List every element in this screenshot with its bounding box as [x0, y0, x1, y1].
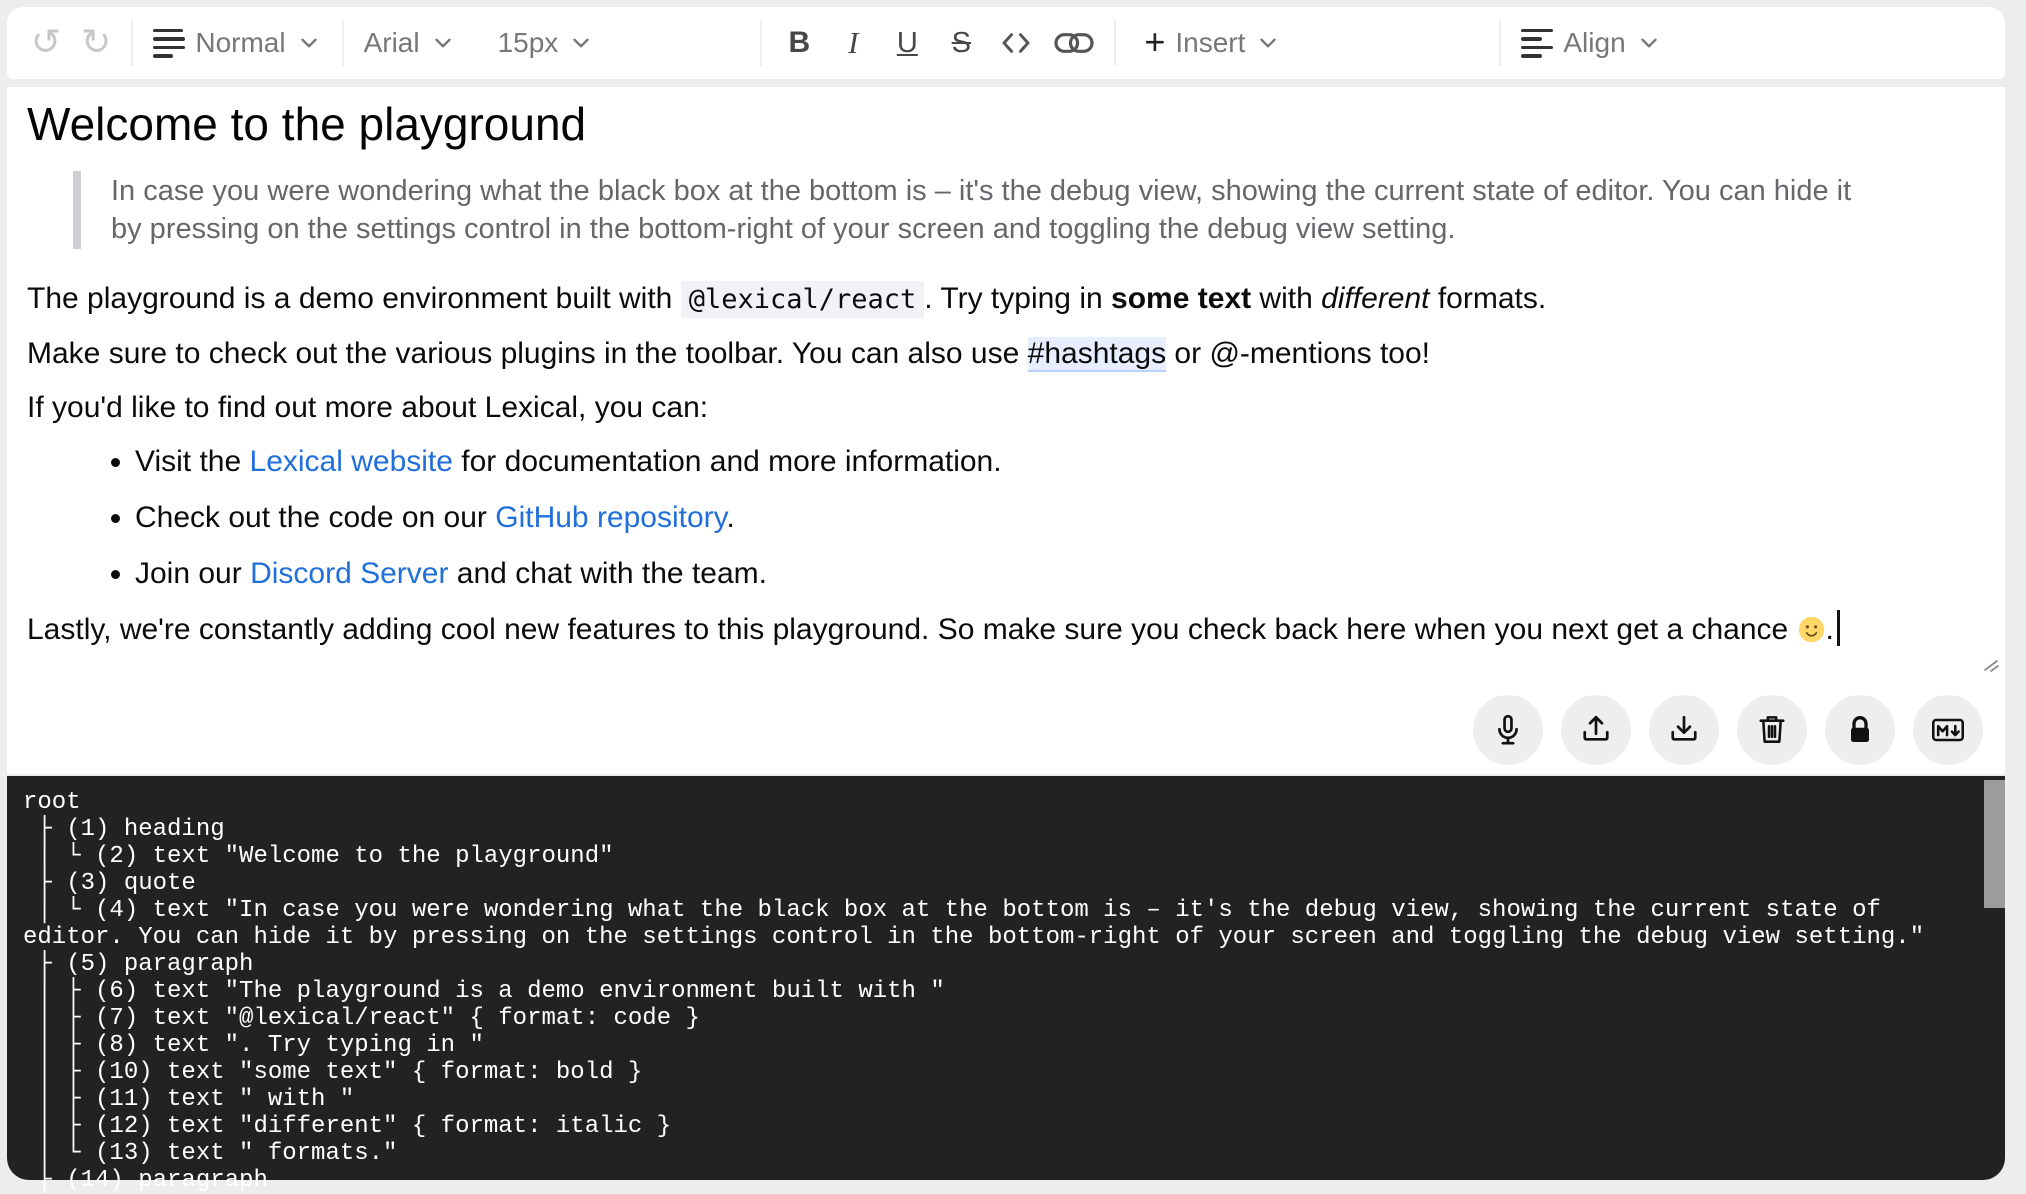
font-size-label: 15px [497, 27, 559, 58]
text-caret [1837, 610, 1840, 646]
debug-view [7, 776, 2005, 1194]
align-left-icon [1521, 29, 1553, 58]
inline-code: @lexical/react [681, 281, 925, 318]
bold-button[interactable] [772, 18, 826, 68]
tree-line: │ ├ (7) text "@lexical/react" { format: code } [23, 1005, 700, 1032]
editor-card [7, 87, 2005, 774]
quote-line: by pressing on the settings control in the bottom-right of your screen and toggling the debug view setting. [111, 213, 1456, 245]
insert-code-button[interactable] [988, 17, 1044, 69]
toolbar-divider [1499, 20, 1501, 66]
list-item [135, 554, 1965, 594]
align-dropdown[interactable] [1511, 19, 1671, 67]
text-run: . [726, 501, 735, 534]
redo-button[interactable] [71, 17, 121, 69]
text-run: Check out the code on our [135, 501, 496, 534]
text-run: with [1251, 282, 1322, 315]
debug-tree [7, 776, 2005, 1194]
underline-button[interactable] [880, 19, 934, 68]
toolbar [7, 7, 2005, 79]
undo-icon: ↺ [31, 22, 62, 63]
tree-line: ├ (1) heading [23, 816, 225, 843]
discord-server-link[interactable]: Discord Server [250, 557, 449, 590]
tree-line: │ ├ (8) text ". Try typing in " [23, 1032, 484, 1059]
import-button[interactable] [1561, 695, 1631, 765]
tree-line: │ ├ (12) text "different" { format: italic } [23, 1113, 672, 1140]
list-item [135, 498, 1965, 538]
italic-button[interactable] [826, 17, 880, 69]
tree-line: │ ├ (11) text " with " [23, 1086, 355, 1113]
code-icon [998, 25, 1034, 61]
insert-dropdown[interactable] [1134, 19, 1291, 67]
italic-text: different [1321, 282, 1430, 315]
tree-line: ├ (14) paragraph [23, 1167, 268, 1194]
text-run: The playground is a demo environment built with [27, 282, 681, 315]
tree-line: root [23, 789, 81, 816]
block-format-dropdown[interactable] [143, 19, 331, 67]
toolbar-divider [131, 20, 133, 66]
lexical-website-link[interactable]: Lexical website [249, 445, 453, 478]
text-run: . [1825, 613, 1834, 646]
document-heading: Welcome to the playground [27, 98, 587, 150]
chevron-down-icon [430, 30, 456, 56]
text-run: and chat with the team. [448, 557, 767, 590]
markdown-toggle-button[interactable] [1913, 695, 1983, 765]
text-run: for documentation and more information. [452, 445, 1002, 478]
tree-line: ├ (5) paragraph [23, 951, 254, 978]
font-size-dropdown[interactable] [488, 19, 605, 67]
tree-line: editor. You can hide it by pressing on the settings control in the bottom-right of your screen and toggling the debug view setting." [23, 924, 1925, 951]
paragraph-lastly [27, 610, 1965, 650]
bold-text: some text [1111, 282, 1252, 315]
insert-link-button[interactable] [1044, 22, 1104, 64]
trash-icon [1754, 712, 1790, 748]
toolbar-divider [1114, 20, 1116, 66]
text-run: Join our [135, 557, 251, 590]
align-label: Align [1563, 27, 1626, 58]
chevron-down-icon [296, 30, 322, 56]
slightly-smiling-face-emoji [1797, 615, 1826, 644]
text-run: Make sure to check out the various plugins in the toolbar. You can also use [27, 337, 1028, 370]
paragraph-plugins [27, 334, 1965, 374]
tree-line: │ └ (13) text " formats." [23, 1140, 398, 1167]
insert-label: Insert [1175, 27, 1246, 58]
read-only-lock-button[interactable] [1825, 695, 1895, 765]
chevron-down-icon [568, 30, 594, 56]
paragraph-more: If you'd like to find out more about Lexical, you can: [27, 391, 709, 424]
clear-editor-button[interactable] [1737, 695, 1807, 765]
italic-icon: I [848, 25, 859, 60]
markdown-icon [1929, 711, 1967, 749]
strikethrough-icon: S [951, 26, 971, 59]
tree-line: ├ (3) quote [23, 870, 196, 897]
resize-handle[interactable] [1977, 651, 2003, 677]
debug-scrollbar-thumb[interactable] [1984, 780, 2005, 908]
github-repository-link[interactable]: GitHub repository [495, 501, 727, 534]
toolbar-divider [342, 20, 344, 66]
text-run: or @-mentions too! [1166, 337, 1430, 370]
lock-icon [1842, 712, 1878, 748]
upload-icon [1578, 712, 1614, 748]
bold-icon: B [788, 26, 811, 59]
tree-line: │ ├ (6) text "The playground is a demo environment built with " [23, 978, 945, 1005]
underline-icon: U [896, 26, 918, 59]
paragraph-demo [27, 279, 1965, 320]
text-run: Visit the [135, 445, 250, 478]
editor-actions [1473, 695, 1983, 765]
hashtag-text: #hashtags [1027, 337, 1167, 370]
bullet-list [27, 442, 1965, 594]
text-run: formats. [1429, 282, 1547, 315]
text-run: . Try typing in [924, 282, 1112, 315]
block-format-label: Normal [195, 27, 286, 58]
strikethrough-button[interactable] [934, 19, 988, 68]
editor-shell [7, 7, 2005, 1194]
tree-line: │ └ (2) text "Welcome to the playground" [23, 843, 614, 870]
download-icon [1666, 712, 1702, 748]
microphone-icon [1490, 712, 1526, 748]
tree-line: │ ├ (10) text "some text" { format: bold } [23, 1059, 643, 1086]
list-item [135, 442, 1965, 482]
chevron-down-icon [1636, 30, 1662, 56]
redo-icon: ↻ [81, 22, 112, 63]
quote-line: In case you were wondering what the black box at the bottom is – it's the debug view, showing the current state of editor. You can hide it [111, 175, 1852, 207]
font-family-label: Arial [363, 27, 420, 58]
tree-line: │ └ (4) text "In case you were wondering what the black box at the bottom is – it's the debug view, showing the current state of [23, 897, 1881, 924]
paragraph-icon [153, 29, 185, 58]
font-family-dropdown[interactable] [354, 19, 466, 67]
toolbar-divider [760, 20, 762, 66]
export-button[interactable] [1649, 695, 1719, 765]
text-run: Lastly, we're constantly adding cool new features to this playground. So make sure you check back here when you next get a chance [27, 613, 1797, 646]
editor-content[interactable] [7, 87, 2005, 650]
chevron-down-icon [1255, 30, 1281, 56]
link-icon [1054, 30, 1094, 56]
speech-to-text-button[interactable] [1473, 695, 1543, 765]
quote-block [73, 171, 1965, 249]
plus-icon: + [1144, 20, 1166, 62]
undo-button[interactable] [21, 17, 71, 69]
